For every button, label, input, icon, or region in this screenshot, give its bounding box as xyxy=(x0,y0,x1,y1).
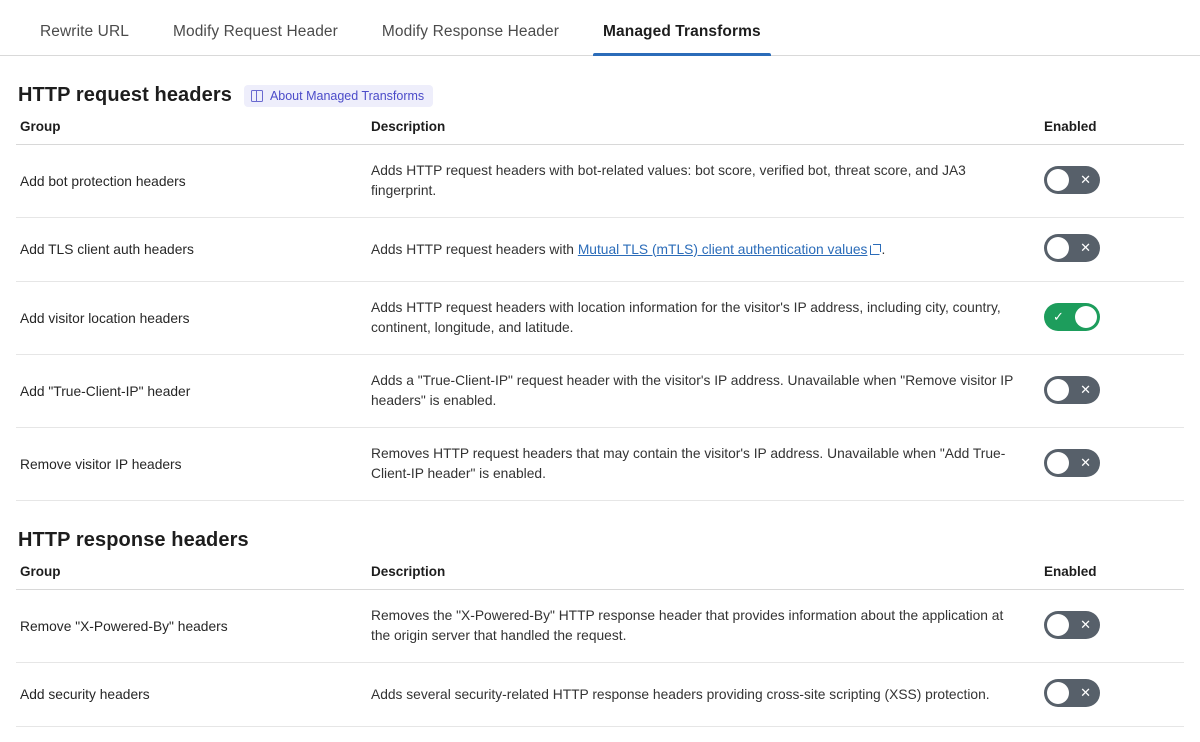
table-row xyxy=(16,663,1184,727)
toggle-knob xyxy=(1047,452,1069,474)
tab-label: Rewrite URL xyxy=(40,23,129,40)
row-group-name: Add visitor location headers xyxy=(16,282,371,355)
row-description: Removes HTTP request headers that may contain the visitor's IP address. Unavailable when "Add True-Client-IP header" is enabled. xyxy=(371,428,1044,501)
column-header-enabled: Enabled xyxy=(1044,119,1184,145)
table-row xyxy=(16,590,1184,663)
toggle-remove-x-powered-by-headers[interactable] xyxy=(1044,611,1100,639)
response-headers-table xyxy=(16,564,1184,727)
about-label: About Managed Transforms xyxy=(269,88,425,103)
row-group-name: Remove visitor IP headers xyxy=(16,428,371,501)
description-text-after: . xyxy=(881,241,886,257)
response-headers-section-header xyxy=(18,529,1184,552)
about-managed-transforms-button[interactable] xyxy=(244,85,433,107)
row-enabled-cell xyxy=(1044,145,1184,218)
toggle-mark-icon: ✕ xyxy=(1080,381,1091,397)
toggle-remove-visitor-ip-headers[interactable] xyxy=(1044,449,1100,477)
toggle-knob xyxy=(1047,237,1069,259)
row-group-name: Remove "X-Powered-By" headers xyxy=(16,590,371,663)
column-header-group: Group xyxy=(16,564,371,590)
tab-label: Modify Response Header xyxy=(381,23,560,40)
table-row xyxy=(16,145,1184,218)
row-enabled-cell xyxy=(1044,590,1184,663)
row-group-name: Add TLS client auth headers xyxy=(16,218,371,282)
toggle-mark-icon: ✕ xyxy=(1080,171,1091,187)
row-enabled-cell xyxy=(1044,218,1184,282)
row-group-name: Add "True-Client-IP" header xyxy=(16,355,371,428)
row-enabled-cell xyxy=(1044,428,1184,501)
request-headers-section-header xyxy=(18,84,1184,107)
row-description: Adds a "True-Client-IP" request header with the visitor's IP address. Unavailable when "Remove visitor IP headers" is enabled. xyxy=(371,355,1044,428)
request-headers-table xyxy=(16,119,1184,501)
row-group-name: Add security headers xyxy=(16,663,371,727)
tab-modify-request-header[interactable] xyxy=(151,23,360,55)
mtls-docs-link[interactable]: Mutual TLS (mTLS) client authentication values xyxy=(577,241,868,257)
table-row xyxy=(16,282,1184,355)
toggle-add-visitor-location-headers[interactable] xyxy=(1044,303,1100,331)
book-icon xyxy=(251,90,263,102)
row-description: Adds HTTP request headers with location information for the visitor's IP address, including city, country, continent, longitude, and latitude. xyxy=(371,282,1044,355)
row-enabled-cell xyxy=(1044,355,1184,428)
toggle-knob xyxy=(1047,169,1069,191)
page-content xyxy=(0,84,1200,727)
tab-bar xyxy=(0,0,1200,56)
column-header-group: Group xyxy=(16,119,371,145)
table-header-row xyxy=(16,564,1184,590)
row-group-name: Add bot protection headers xyxy=(16,145,371,218)
table-row xyxy=(16,428,1184,501)
description-text-before: Adds HTTP request headers with xyxy=(371,241,578,257)
toggle-mark-icon: ✓ xyxy=(1053,308,1064,324)
row-description: Removes the "X-Powered-By" HTTP response header that provides information about the application at the origin server that handled the request. xyxy=(371,590,1044,663)
toggle-knob xyxy=(1075,306,1097,328)
toggle-add-security-headers[interactable] xyxy=(1044,679,1100,707)
toggle-mark-icon: ✕ xyxy=(1080,454,1091,470)
row-description: Adds HTTP request headers with bot-related values: bot score, verified bot, threat score, and JA3 fingerprint. xyxy=(371,145,1044,218)
column-header-enabled: Enabled xyxy=(1044,564,1184,590)
toggle-add-true-client-ip-header[interactable] xyxy=(1044,376,1100,404)
row-enabled-cell xyxy=(1044,663,1184,727)
table-header-row xyxy=(16,119,1184,145)
row-enabled-cell xyxy=(1044,282,1184,355)
column-header-description: Description xyxy=(371,119,1044,145)
table-row xyxy=(16,355,1184,428)
toggle-add-bot-protection-headers[interactable] xyxy=(1044,166,1100,194)
tab-label: Modify Request Header xyxy=(172,23,338,40)
tab-rewrite-url[interactable] xyxy=(18,23,151,55)
toggle-knob xyxy=(1047,614,1069,636)
toggle-mark-icon: ✕ xyxy=(1080,685,1091,700)
toggle-add-tls-client-auth-headers[interactable] xyxy=(1044,234,1100,262)
toggle-knob xyxy=(1047,379,1069,401)
toggle-knob xyxy=(1047,682,1069,704)
external-link-icon xyxy=(870,244,881,255)
tab-label: Managed Transforms xyxy=(603,23,761,40)
section-title-request-headers: HTTP request headers xyxy=(18,84,232,106)
toggle-mark-icon: ✕ xyxy=(1080,240,1091,255)
tab-modify-response-header[interactable] xyxy=(360,23,581,55)
table-row xyxy=(16,218,1184,282)
row-description: Adds several security-related HTTP response headers providing cross-site scripting (XSS) protection. xyxy=(371,663,1044,727)
toggle-mark-icon: ✕ xyxy=(1080,616,1091,632)
row-description xyxy=(371,218,1044,282)
tab-managed-transforms[interactable] xyxy=(581,23,783,55)
column-header-description: Description xyxy=(371,564,1044,590)
section-title-response-headers: HTTP response headers xyxy=(18,529,249,551)
